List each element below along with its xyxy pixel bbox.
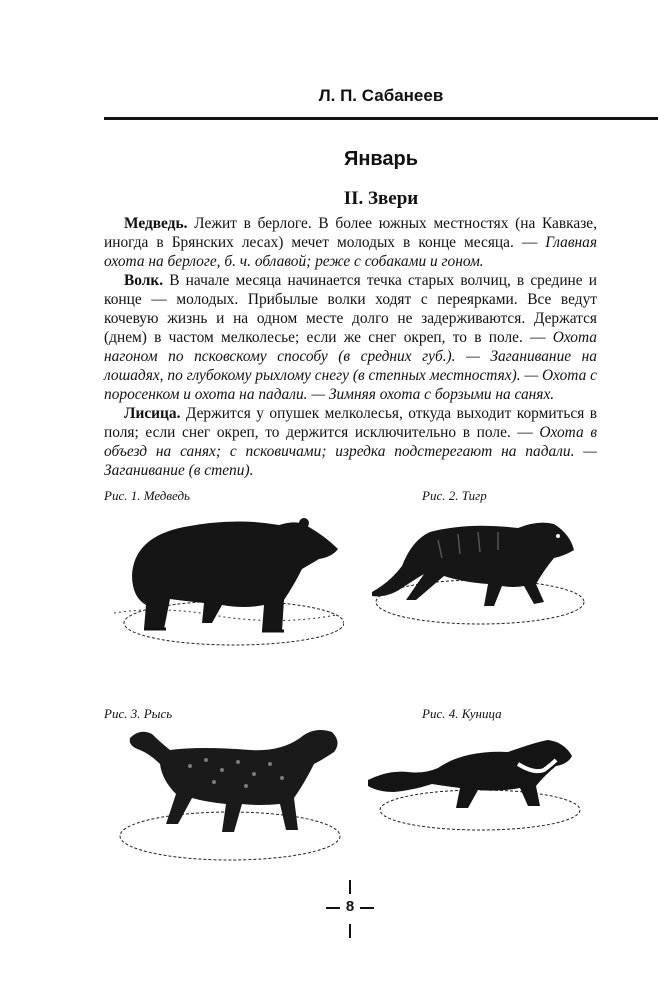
lynx-illustration — [110, 720, 350, 870]
page-folio — [320, 880, 380, 940]
figure-caption-tiger: Рис. 2. Тигр — [422, 488, 487, 503]
paragraph-text: Лежит в берлоге. В более южных местностях (на Кавказе, иногда в Брянских лесах) мечет молодых в конце месяца. — — [104, 215, 597, 251]
paragraph-wolf — [104, 271, 597, 404]
paragraph-lead: Медведь. — [124, 215, 188, 232]
paragraph-bear — [104, 214, 597, 271]
paragraph-lead: Лисица. — [124, 405, 181, 422]
running-header: Л. П. Сабанеев — [318, 86, 444, 105]
bear-illustration — [104, 505, 344, 655]
body-text — [104, 214, 597, 480]
chapter-title: Январь — [343, 148, 419, 170]
section-title: II. Звери — [343, 188, 419, 209]
figure-caption-bear: Рис. 1. Медведь — [104, 488, 190, 503]
marten-illustration — [368, 730, 588, 840]
figure-caption-lynx: Рис. 3. Рысь — [104, 706, 173, 721]
header-rule — [104, 117, 658, 120]
page-number: 8 — [345, 898, 355, 915]
paragraph-italic: Охота в объезд на санях; с псковичами; изредка подстерегают на падали. — Заганивание (в степи). — [104, 424, 597, 479]
paragraph-italic: Главная охота на берлоге, б. ч. облавой; реже с собаками и гоном. — [104, 234, 597, 270]
paragraph-text: В начале месяца начинается течка старых волчиц, в средине и конце — молодых. Прибылые волки ходят с переярками. Все ведут кочевую жизнь и на одном месте долго не задерживаются. Держатся (днем) в частом мелколесье; если же снег окреп, то в поле. — — [104, 272, 597, 346]
figure-caption-marten: Рис. 4. Куница — [422, 706, 502, 721]
paragraph-italic: Охота нагоном по псковскому способу (в средних губ.). — Заганивание на лошадях, по глубокому рыхлому снегу (в степных местностях). — Охота с поросенком и охота на падали. — Зимняя охота с борзыми на санях. — [104, 329, 597, 403]
tiger-illustration — [368, 510, 588, 630]
paragraph-text: Держится у опушек мелколесья, откуда выходит кормиться в поля; если снег окреп, то держится исключительно в поле. — — [104, 405, 597, 441]
paragraph-lead: Волк. — [124, 272, 164, 289]
paragraph-fox — [104, 404, 597, 480]
